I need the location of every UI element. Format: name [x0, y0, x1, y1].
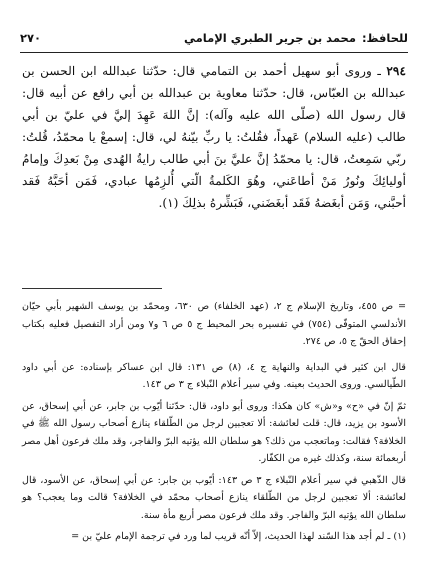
page-header: [20, 28, 408, 53]
main-text: [22, 60, 406, 214]
footnote-a: قال ابن كثير في البداية والنهاية ج ٤، (٨) ص ١٣١: قال ابن عساكر بإسناده: عن أبي داود الطّيالسي. وروى الحديث بعينه. وفي سير أعلام النّبلاء ج ٣ ص ١٤٣.: [22, 361, 406, 390]
header-book-label: للحافظ:: [361, 31, 408, 45]
footnote-continued: = ص ٤٥٥، وتاريخ الإسلام ج ٢، (عهد الخلفاء) ص ٦٣٠، ومحمّد بن يوسف الشهير بأبي حيّان الأندلسي المتوفّى (٧٥٤) في تفسيره بحر المحيط ج ٥ ص ٦ و٧ ومن أراد التفصيل فعليه بكتاب إحقاق الحقّ ج ٥، ص ٢٧٤.: [22, 301, 407, 347]
hadith-paragraph: [22, 60, 406, 214]
footnote-c: قال الذّهبي في سير أعلام النّبلاء ج ٣ ص ١٤٣: أيّوب بن جابر: عن أبي إسحاق، عن الأسود، قال لعائشة: ألا تعجبين لرجل من الطّلقاء ينازع أصحاب محمّد في الخلافة؟ قالت وما يعجب؟ هو سلطان الله يؤتيه البرّ والفاجر. وقد ملك فرعون مصر أربع مأة سنة.: [22, 474, 406, 521]
header-title: [184, 31, 408, 45]
footnote-divider: [22, 288, 162, 289]
footnotes: [22, 298, 406, 550]
hadith-text: ـ وروى أبو سهيل أحمد بن التمامي قال: حدّثنا عبدالله ابن الحسن بن عبدالله بن العبّاس، قال: حدّثنا معاوية بن عبدالله بن أبي رافع عن أبيه قال: قال رسول الله (صلّى الله عليه وآله): إنَّ اللهَ عَهِدَ إليَّ في عليّ بن أبي طالب (عليه السلام) عَهداً، فقُلتُ: يا ربِّ بيّنهُ لي، قال: إسمعْ يا محمّدُ، قُلتُ: ربّي سَمِعتُ، قال: يا محمّدُ إنَّ عليَّ بنَ أبي طالب رايةُ الهُدى مِنْ بَعدِكَ وإمامُ أوليائِكَ ونُورُ مَنْ أطاعَني، وهُوَ الكَلمةُ الّتي أُلزِمُها عبادي، فَمَن أحَبَّهُ فَقد أحبَّني، وَمَن أبغَضهُ فَقَد أبغَضَني، فَبَشِّرهُ بذلِكَ (١).: [22, 64, 406, 210]
footnote-1: (١) ـ لم أجد هذا السّند لهذا الحديث، إلاّ أنّه قريب لما ورد في ترجمة الإمام عليّ بن =: [71, 531, 406, 542]
hadith-number: ۲۹٤: [386, 64, 406, 78]
page-number: ۲۷۰: [20, 31, 42, 45]
header-author: محمد بن جرير الطبري الإمامي: [184, 31, 356, 45]
footnote-b: ثمّ إنّ في «ح» و«ش» كان هكذا: وروى أبو داود، قال: حدّثنا أيّوب بن جابر، عن أبي إسحاق، عن الأسود بن يزيد، قال: قلت لعائشة: ألا تعجبين لرجل من الطّلقاء ينازع أصحاب رسول الله ﷺ في الخلافة؟ فقالت: وماتعجب من ذلك؟ هو سلطان الله يؤتيه البرّ والفاجر، وقد ملك فرعون أهل مصر أربعمائة سنة، وكذلك غيره من الكفّار.: [22, 400, 406, 464]
